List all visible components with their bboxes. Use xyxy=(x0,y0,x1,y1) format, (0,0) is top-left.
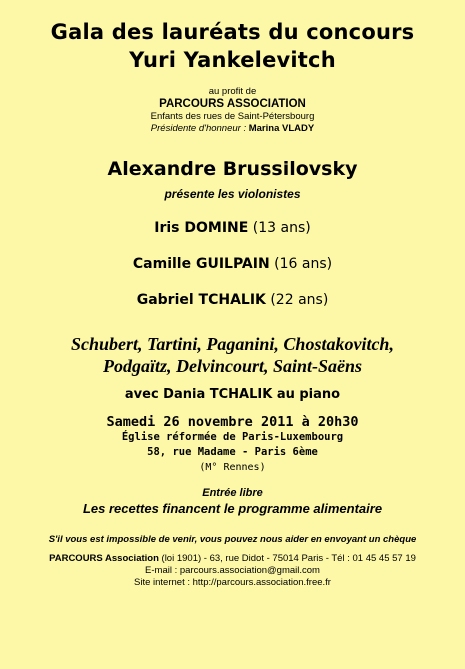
venue-line-1: Église réformée de Paris-Luxembourg xyxy=(121,431,344,443)
association-subtitle: Enfants des rues de Saint-Pétersbourg xyxy=(150,111,315,122)
presents-text: présente les violonistes xyxy=(164,187,301,201)
contact-email: E-mail : parcours.association@gmail.com xyxy=(145,565,320,576)
concert-date: Samedi 26 novembre 2011 à 20h30 xyxy=(106,414,359,430)
violinist-age: (16 ans) xyxy=(274,256,333,272)
violinist-name: Iris DOMINE xyxy=(154,220,249,236)
honorary-prefix: Présidente d'honneur : xyxy=(150,123,249,134)
association-name: PARCOURS ASSOCIATION xyxy=(159,98,306,110)
recettes-text: Les recettes financent le programme alimentaire xyxy=(82,501,383,516)
piano-text: avec Dania TCHALIK au piano xyxy=(124,387,341,402)
title-line-1: Gala des lauréats du concours xyxy=(50,20,415,44)
honorary-president xyxy=(0,123,465,135)
au-profit-text: au profit de xyxy=(208,86,257,97)
venue-line-2: 58, rue Madame - Paris 6ème xyxy=(147,446,318,458)
composers-line-1: Schubert, Tartini, Paganini, Chostakovitch, xyxy=(71,334,394,354)
violinist-name: Camille GUILPAIN xyxy=(132,256,270,272)
venue-block xyxy=(0,430,465,475)
contact-address xyxy=(0,553,465,565)
presenter-name: Alexandre Brussilovsky xyxy=(107,158,358,180)
contact-site: Site internet : http://parcours.association.free.fr xyxy=(134,577,331,588)
venue-metro: (M° Rennes) xyxy=(199,462,266,473)
violinist-1 xyxy=(0,219,465,237)
contact-address-text: (loi 1901) - 63, rue Didot - 75014 Paris - Tél : 01 45 45 57 19 xyxy=(158,553,416,564)
benefit-block xyxy=(0,86,465,135)
violinist-name: Gabriel TCHALIK xyxy=(136,292,266,308)
composers-line-2: Podgaïtz, Delvincourt, Saint-Saëns xyxy=(102,356,363,376)
entry-text: Entrée libre xyxy=(202,487,263,499)
composers-block xyxy=(0,333,465,377)
honorary-name: Marina VLADY xyxy=(248,123,315,134)
violinist-2 xyxy=(0,255,465,273)
violinist-age: (13 ans) xyxy=(252,220,311,236)
violinist-3 xyxy=(0,291,465,309)
contact-assoc-name: PARCOURS Association xyxy=(49,553,159,564)
violinist-age: (22 ans) xyxy=(270,292,329,308)
title-line-2: Yuri Yankelevitch xyxy=(129,48,336,72)
contact-block xyxy=(0,553,465,589)
help-text: S'il vous est impossible de venir, vous pouvez nous aider en envoyant un chèque xyxy=(48,534,417,545)
